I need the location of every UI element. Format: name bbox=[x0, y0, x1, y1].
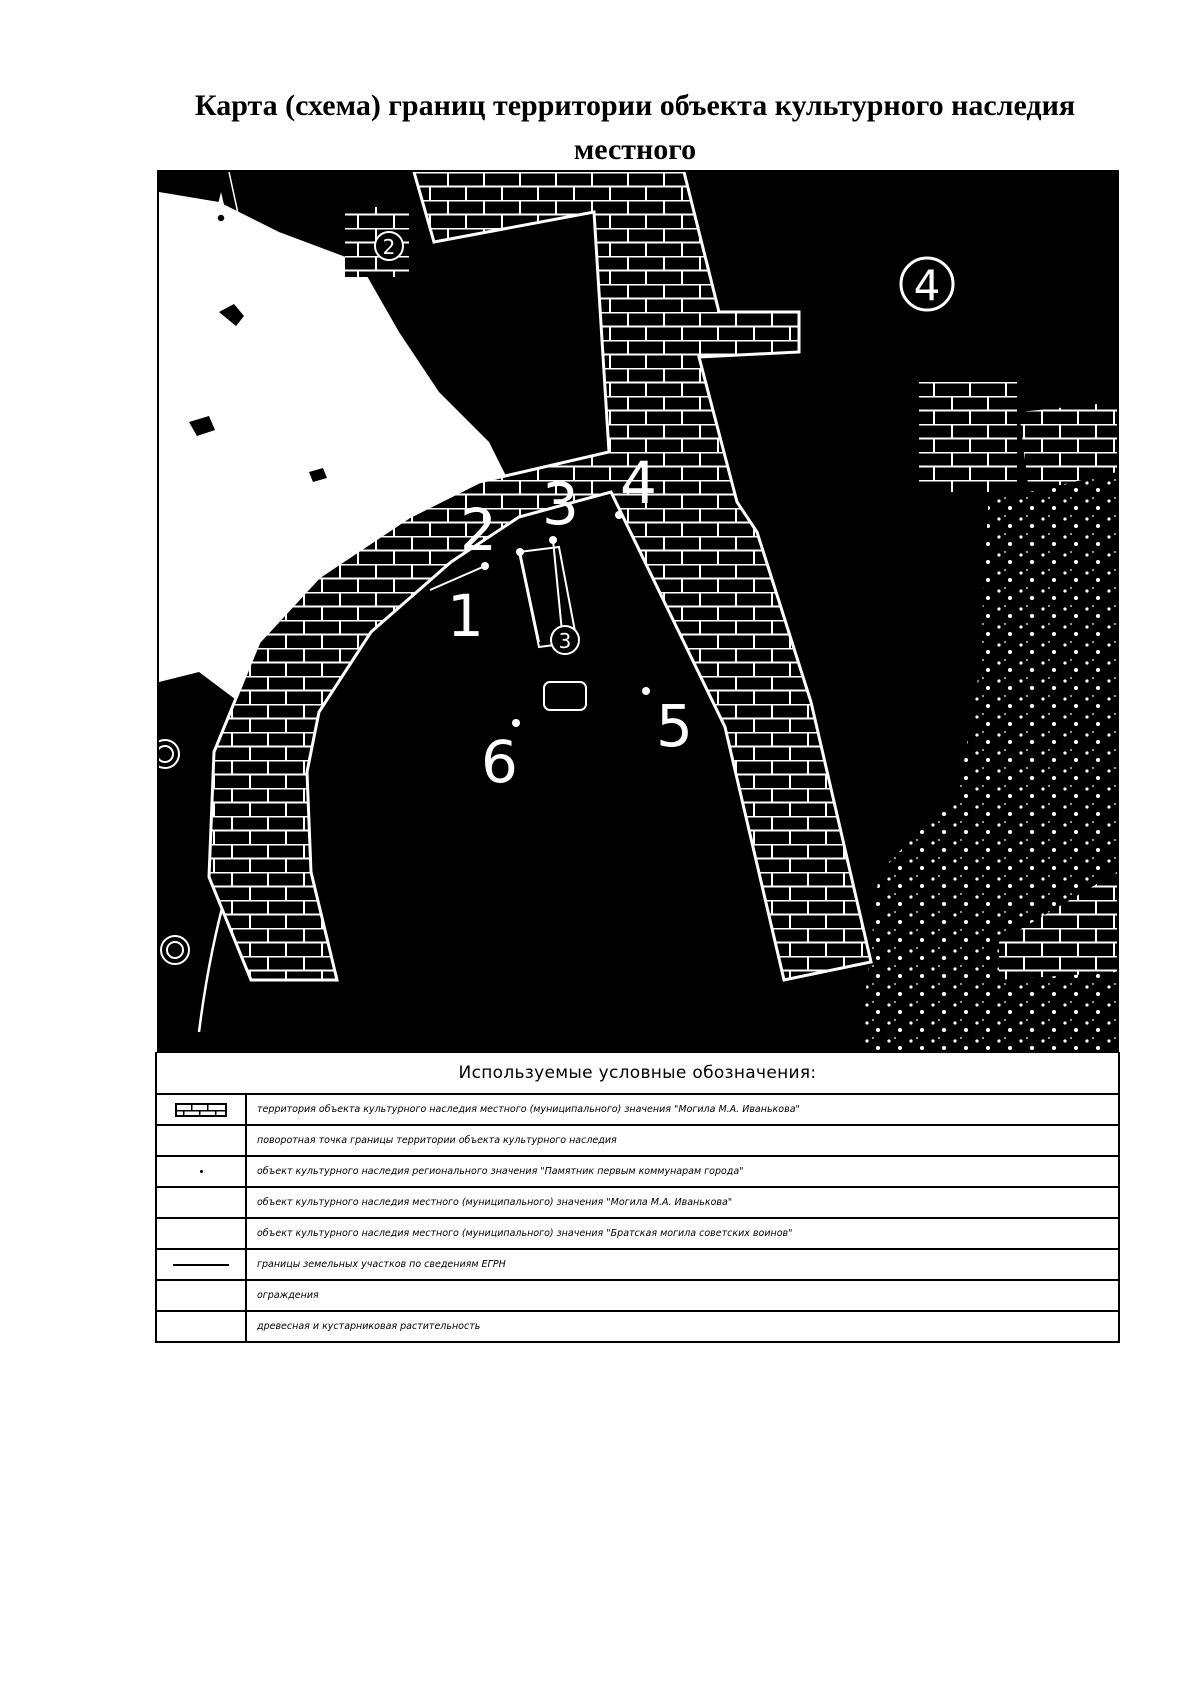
object-marker-2 bbox=[375, 232, 403, 260]
legend-symbol-cell bbox=[157, 1312, 247, 1341]
legend-row bbox=[157, 1188, 1118, 1219]
legend-row bbox=[157, 1219, 1118, 1250]
legend-table bbox=[155, 1052, 1120, 1343]
legend-text: территория объекта культурного наследия местного (муниципального) значения "Могила М.А. Иванькова" bbox=[257, 1104, 800, 1115]
dot-icon bbox=[200, 1170, 203, 1173]
object-4-area bbox=[919, 382, 1017, 492]
legend-text: поворотная точка границы территории объекта культурного наследия bbox=[257, 1135, 617, 1146]
legend-row bbox=[157, 1250, 1118, 1281]
legend-text: границы земельных участков по сведениям ЕГРН bbox=[257, 1259, 506, 1270]
svg-text:4: 4 bbox=[913, 261, 941, 310]
territory-map bbox=[157, 170, 1119, 1054]
legend-text: ограждения bbox=[257, 1290, 319, 1301]
point-label-5: 5 bbox=[656, 692, 693, 760]
turning-point-5 bbox=[642, 687, 650, 695]
map-canvas bbox=[159, 172, 1117, 1052]
legend-row bbox=[157, 1095, 1118, 1126]
legend-text: объект культурного наследия местного (муниципального) значения "Братская могила советских воинов" bbox=[257, 1228, 793, 1239]
svg-text:3: 3 bbox=[558, 629, 572, 653]
memorial-plot bbox=[544, 682, 586, 710]
point-label-4: 4 bbox=[620, 449, 657, 517]
legend-symbol-cell bbox=[157, 1157, 247, 1186]
point-label-6: 6 bbox=[481, 728, 518, 796]
legend-row bbox=[157, 1126, 1118, 1157]
legend-row bbox=[157, 1312, 1118, 1341]
object-marker-4 bbox=[901, 258, 953, 310]
legend-symbol-cell bbox=[157, 1126, 247, 1155]
legend-row bbox=[157, 1281, 1118, 1312]
point-label-1: 1 bbox=[447, 582, 484, 650]
legend-text: древесная и кустарниковая растительность bbox=[257, 1321, 481, 1332]
point-label-3: 3 bbox=[542, 470, 579, 538]
object-marker-3 bbox=[551, 626, 579, 654]
legend-text: объект культурного наследия местного (муниципального) значения "Могила М.А. Иванькова" bbox=[257, 1197, 733, 1208]
legend-symbol-cell bbox=[157, 1188, 247, 1217]
legend-symbol-cell bbox=[157, 1281, 247, 1310]
legend-symbol-cell bbox=[157, 1219, 247, 1248]
svg-text:2: 2 bbox=[382, 235, 396, 259]
legend-text: объект культурного наследия регионального значения "Памятник первым коммунарам города" bbox=[257, 1166, 744, 1177]
title-line-1: Карта (схема) границ территории объекта культурного наследия местного bbox=[194, 89, 1076, 166]
legend-heading: Используемые условные обозначения: bbox=[157, 1053, 1118, 1095]
point-label-2: 2 bbox=[460, 496, 497, 564]
turning-point-6 bbox=[512, 719, 520, 727]
legend-symbol-cell bbox=[157, 1250, 247, 1279]
line-icon bbox=[173, 1264, 229, 1266]
brick-hatch-icon bbox=[175, 1103, 227, 1117]
legend-symbol-cell bbox=[157, 1095, 247, 1124]
legend-row bbox=[157, 1157, 1118, 1188]
